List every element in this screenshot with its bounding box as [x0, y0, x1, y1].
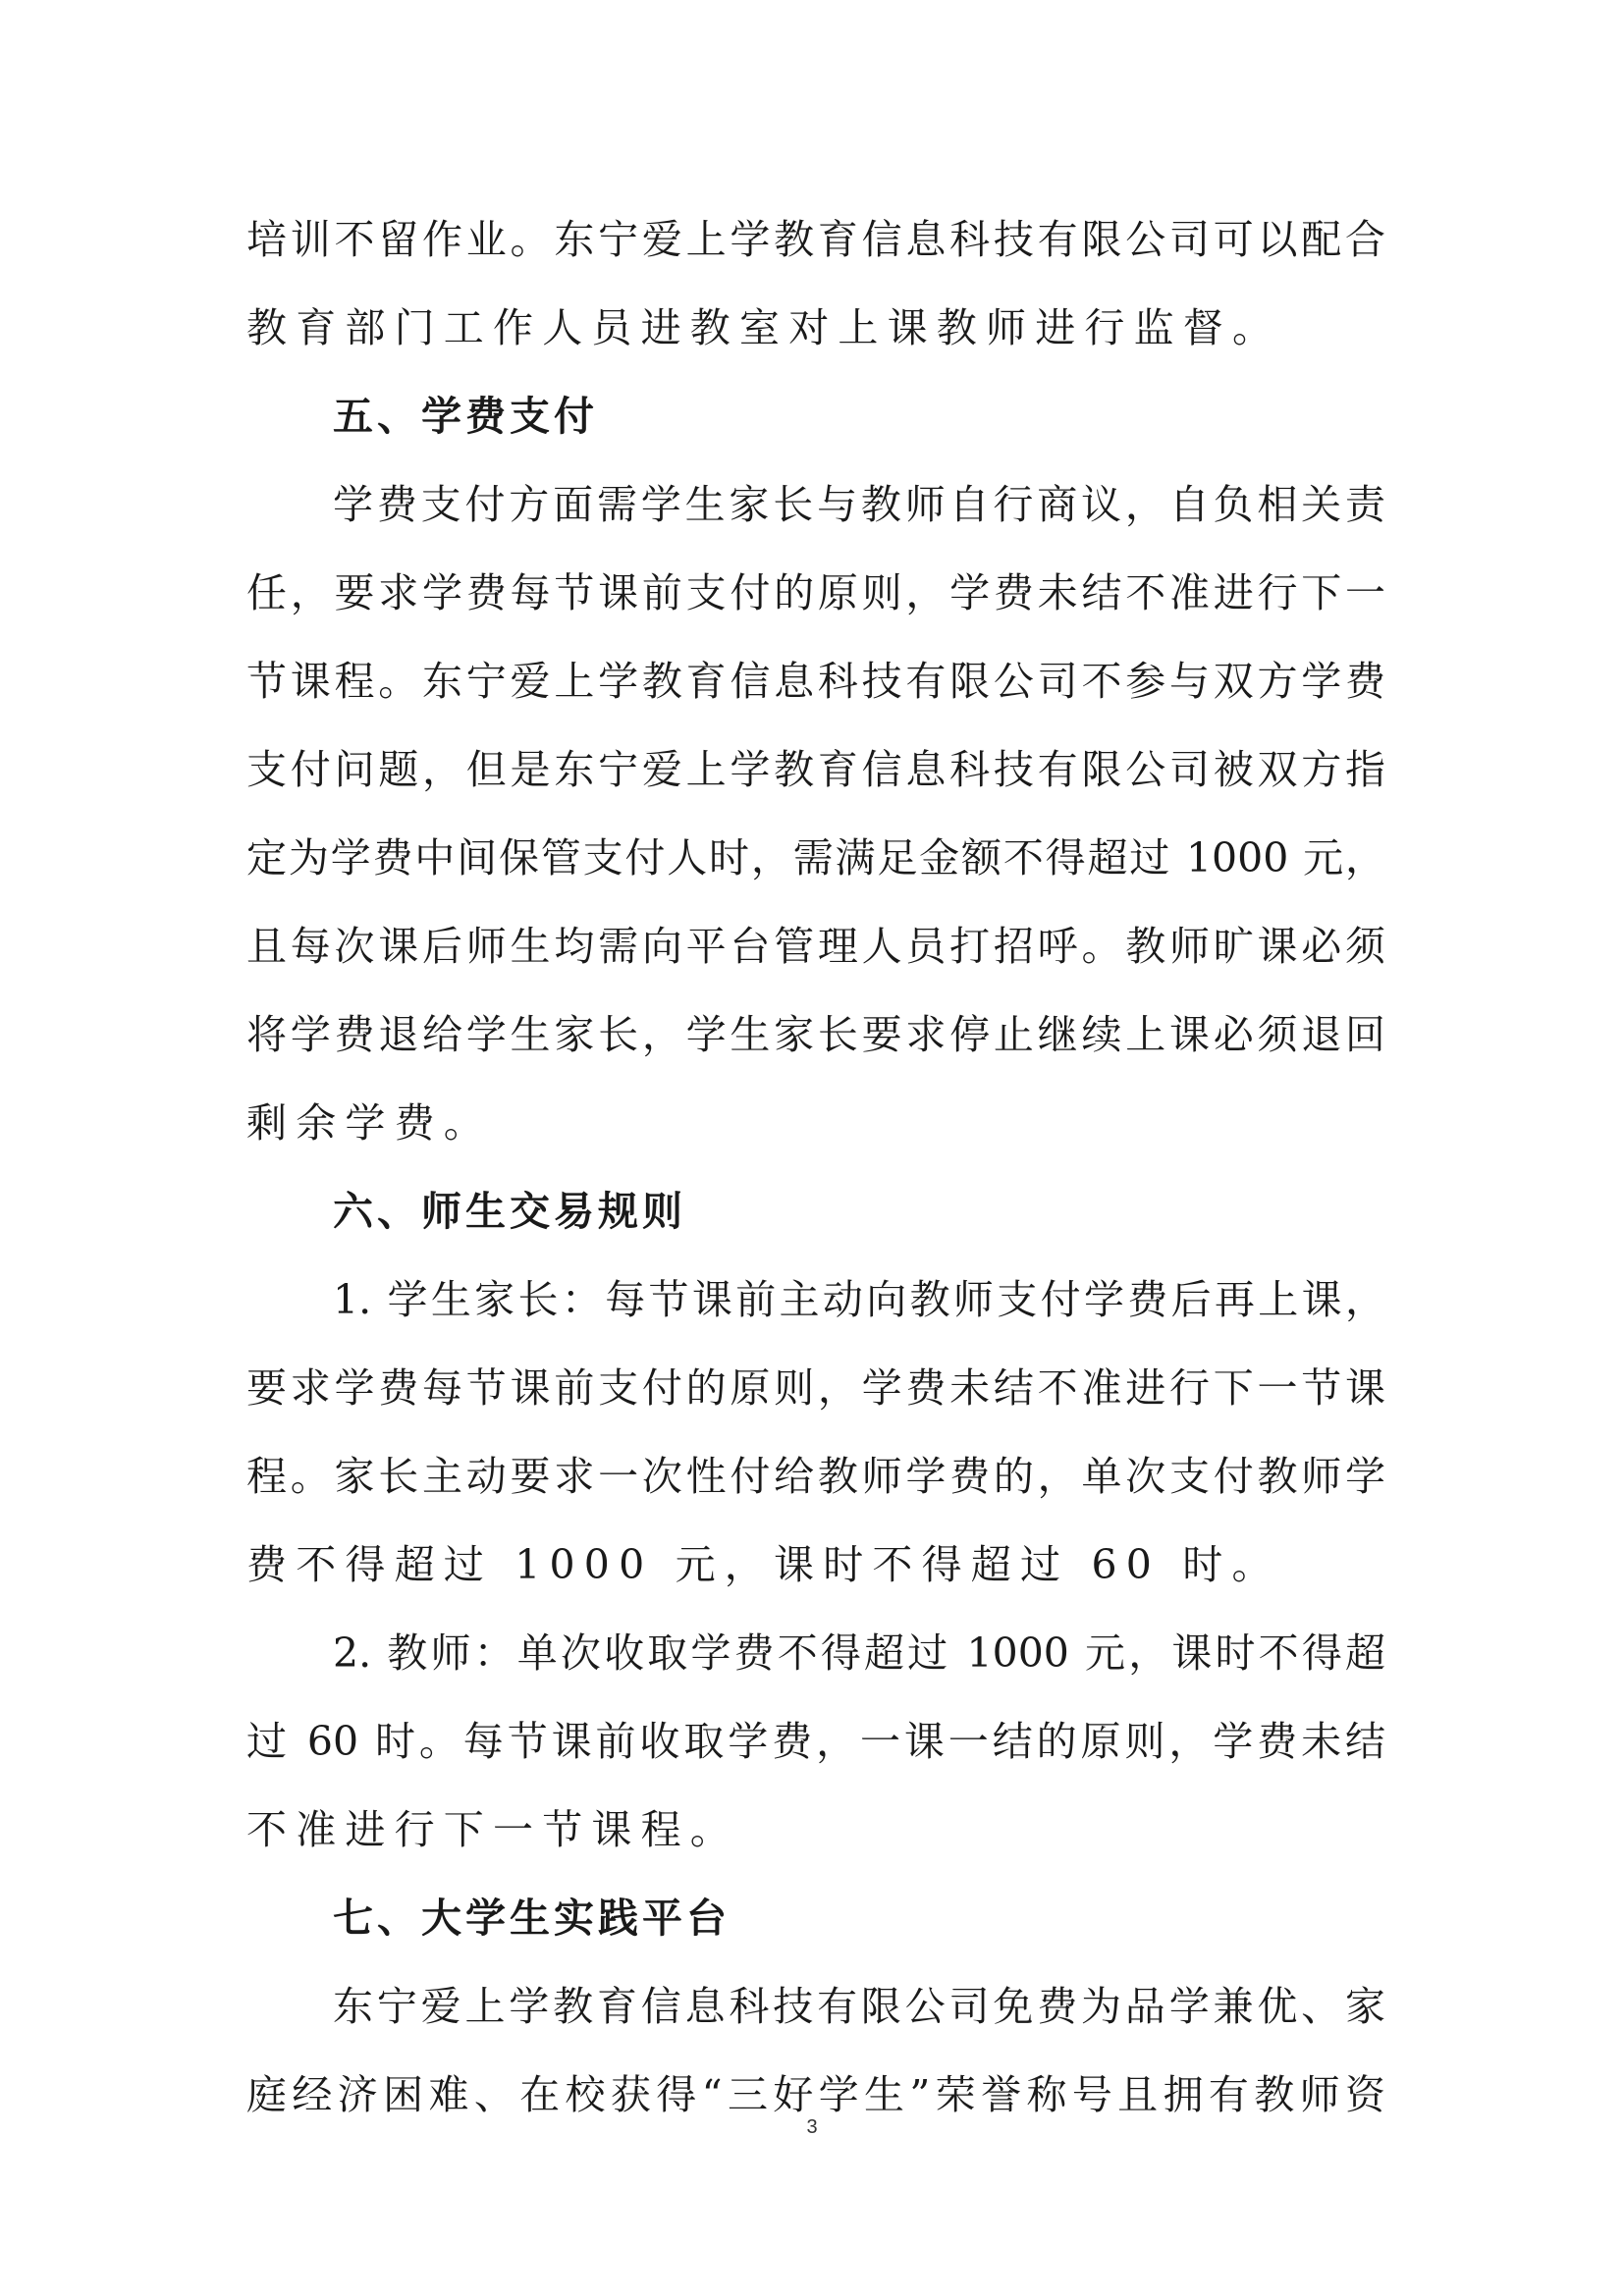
text-line-16: 费不得超过 1000 元，课时不得超过 60 时。: [246, 1541, 1281, 1588]
text-line-2: 教育部门工作人员进教室对上课教师进行监督。: [246, 304, 1282, 351]
text-line-6: 节课程。东宁爱上学教育信息科技有限公司不参与双方学费: [246, 658, 1385, 705]
section-heading-6: 六、师生交易规则: [333, 1188, 686, 1235]
section-heading-5: 五、学费支付: [333, 393, 598, 440]
page-number: 3: [806, 2116, 818, 2138]
text-line-5: 任，要求学费每节课前支付的原则，学费未结不准进行下一: [246, 569, 1385, 616]
text-line-14: 要求学费每节课前支付的原则，学费未结不准进行下一节课: [246, 1364, 1385, 1412]
text-line-7: 支付问题，但是东宁爱上学教育信息科技有限公司被双方指: [246, 746, 1385, 793]
text-line-18: 过 60 时。每节课前收取学费，一课一结的原则，学费未结: [246, 1718, 1385, 1765]
text-line-10: 将学费退给学生家长，学生家长要求停止继续上课必须退回: [246, 1011, 1385, 1058]
text-line-17: 2. 教师：单次收取学费不得超过 1000 元，课时不得超: [333, 1629, 1385, 1677]
text-line-19: 不准进行下一节课程。: [246, 1806, 739, 1853]
text-line-22: 庭经济困难、在校获得“三好学生”荣誉称号且拥有教师资: [246, 2071, 1385, 2118]
text-line-4: 学费支付方面需学生家长与教师自行商议，自负相关责: [333, 481, 1385, 528]
text-line-9: 且每次课后师生均需向平台管理人员打招呼。教师旷课必须: [246, 923, 1385, 970]
text-line-13: 1. 学生家长：每节课前主动向教师支付学费后再上课，: [333, 1276, 1385, 1323]
text-line-15: 程。家长主动要求一次性付给教师学费的，单次支付教师学: [246, 1453, 1385, 1500]
text-line-8: 定为学费中间保管支付人时，需满足金额不得超过 1000 元，: [246, 834, 1385, 881]
section-heading-7: 七、大学生实践平台: [333, 1895, 731, 1942]
text-line-11: 剩余学费。: [246, 1099, 493, 1147]
text-line-21: 东宁爱上学教育信息科技有限公司免费为品学兼优、家: [333, 1983, 1385, 2030]
text-line-1: 培训不留作业。东宁爱上学教育信息科技有限公司可以配合: [246, 216, 1385, 263]
